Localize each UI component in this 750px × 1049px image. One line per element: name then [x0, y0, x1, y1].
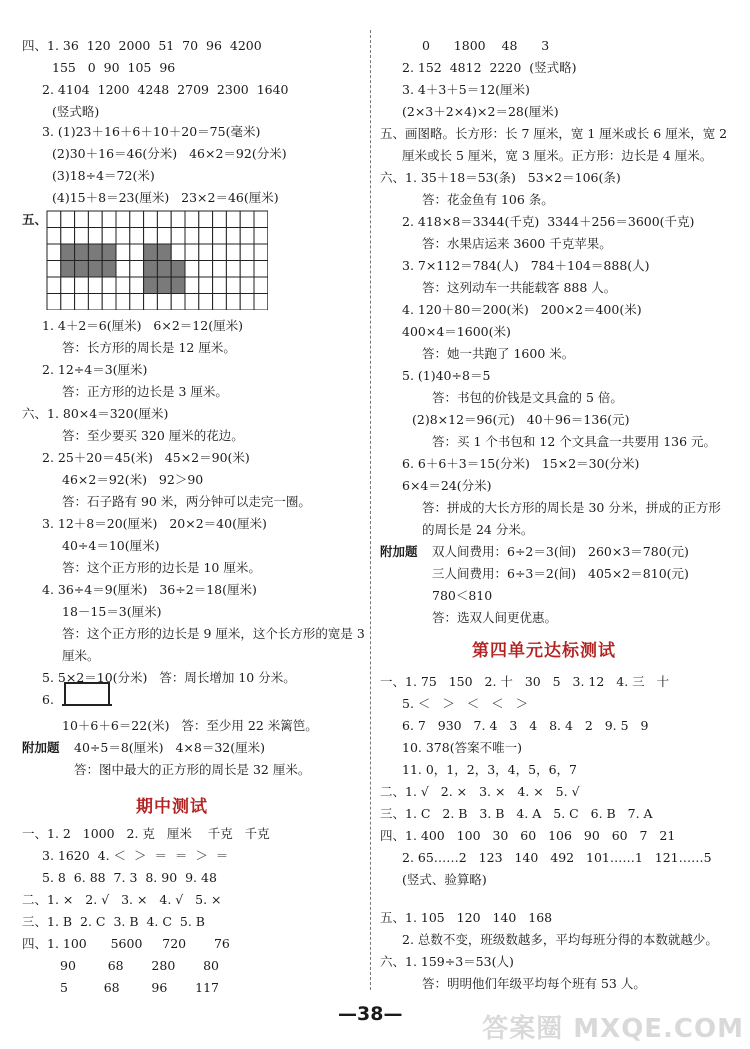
answer-line: 18－15＝3(厘米): [62, 604, 162, 619]
answer-line: 2. 418×8＝3344(千克) 3344＋256＝3600(千克): [402, 214, 695, 229]
answer-line: 答：她一共跑了 1600 米。: [422, 346, 575, 361]
answer-line: 答：至少要买 320 厘米的花边。: [62, 428, 244, 443]
grid-cell: [75, 294, 89, 311]
grid-cell-shaded: [171, 261, 185, 278]
grid-cell-shaded: [61, 244, 75, 261]
grid-cell-shaded: [75, 261, 89, 278]
answer-line: (2)30＋16＝46(分米) 46×2＝92(分米): [52, 146, 287, 161]
answer-line: 答：明明他们年级平均每个班有 53 人。: [422, 976, 646, 991]
grid-cell: [226, 294, 240, 311]
answer-line: (2)8×12＝96(元) 40＋96＝136(元): [412, 412, 630, 427]
answer-line: 三、1. B 2. C 3. B 4. C 5. B: [22, 914, 205, 929]
answer-line: 780＜810: [432, 588, 493, 603]
grid-cell: [47, 261, 61, 278]
answer-line: 答：水果店运来 3600 千克苹果。: [422, 236, 612, 251]
answer-line: 答：拼成的大长方形的周长是 30 分米，拼成的正方形: [422, 500, 721, 515]
grid-cell: [254, 294, 268, 311]
grid-cell: [130, 211, 144, 228]
answer-line: 一、1. 75 150 2. 十 30 5 3. 12 4. 三 十: [380, 674, 670, 689]
grid-cell: [226, 211, 240, 228]
grid-cell: [88, 294, 102, 311]
answer-line: 四、1. 100 5600 720 76: [22, 936, 230, 951]
grid-cell: [88, 211, 102, 228]
answer-line: 答：书包的价钱是文具盒的 5 倍。: [432, 390, 623, 405]
answer-line: 10＋6＋6＝22(米) 答：至少用 22 米篱笆。: [62, 718, 318, 733]
grid-cell: [157, 211, 171, 228]
answer-line: 2. 4104 1200 4248 2709 2300 1640: [42, 82, 289, 97]
answer-line: 3. 4＋3＋5＝12(厘米): [402, 82, 530, 97]
grid-cell: [47, 228, 61, 245]
answer-line: 厘米或长 5 厘米，宽 3 厘米。正方形：边长是 4 厘米。: [402, 148, 713, 163]
grid-cell-shaded: [157, 244, 171, 261]
answer-line: 二、1. × 2. √ 3. × 4. √ 5. ×: [22, 892, 222, 907]
grid-cell: [199, 277, 213, 294]
grid-cell: [144, 211, 158, 228]
grid-cell: [116, 211, 130, 228]
grid-cell: [226, 244, 240, 261]
grid-cell: [185, 244, 199, 261]
answer-line: 40÷5＝8(厘米) 4×8＝32(厘米): [74, 740, 265, 755]
answer-line: 40÷4＝10(厘米): [62, 538, 160, 553]
answer-line: 5. 8 6. 88 7. 3 8. 90 9. 48: [42, 870, 217, 885]
answer-line: (竖式略): [52, 104, 100, 119]
answer-line: 六、1. 80×4＝320(厘米): [22, 406, 169, 421]
grid-cell-shaded: [144, 277, 158, 294]
grid-figure: [46, 210, 268, 310]
grid-cell: [185, 261, 199, 278]
answer-line: 3. 7×112＝784(人) 784＋104＝888(人): [402, 258, 650, 273]
answer-line: 附加题: [380, 544, 418, 559]
answer-line: 二、1. √ 2. × 3. × 4. × 5. √: [380, 784, 580, 799]
grid-cell-shaded: [144, 244, 158, 261]
answer-line: 10. 378(答案不唯一): [402, 740, 522, 755]
answer-line: 0 1800 48 3: [422, 38, 550, 53]
grid-cell: [254, 228, 268, 245]
grid-cell-shaded: [88, 244, 102, 261]
grid-cell-shaded: [144, 261, 158, 278]
answer-line: 3. 12＋8＝20(厘米) 20×2＝40(厘米): [42, 516, 267, 531]
grid-cell: [130, 294, 144, 311]
grid-cell: [157, 294, 171, 311]
watermark-logo: 答案圈 MXQE.COM: [482, 1014, 744, 1044]
answer-line: 2. 25＋20＝45(米) 45×2＝90(米): [42, 450, 250, 465]
answer-line: 答：这个正方形的边长是 10 厘米。: [62, 560, 261, 575]
grid-cell: [171, 228, 185, 245]
answer-line: 2. 12÷4＝3(厘米): [42, 362, 148, 377]
grid-cell: [61, 228, 75, 245]
answer-line: 5. ＜ ＞ ＜ ＜ ＞: [402, 696, 529, 711]
grid-cell: [116, 277, 130, 294]
grid-cell: [199, 261, 213, 278]
answer-line: 答：石子路有 90 米，两分钟可以走完一圈。: [62, 494, 311, 509]
grid-cell: [199, 228, 213, 245]
grid-cell: [130, 228, 144, 245]
grid-cell: [199, 211, 213, 228]
grid-cell: [116, 261, 130, 278]
grid-cell: [102, 228, 116, 245]
answer-line: 答：花金鱼有 106 条。: [422, 192, 554, 207]
grid-cell: [213, 211, 227, 228]
answer-line: 90 68 280 80: [60, 958, 219, 973]
answer-line: 五、画图略。长方形：长 7 厘米，宽 1 厘米或长 6 厘米，宽 2: [380, 126, 728, 141]
grid-cell: [47, 244, 61, 261]
answer-line: (4)15＋8＝23(厘米) 23×2＝46(厘米): [52, 190, 279, 205]
grid-cell-shaded: [102, 261, 116, 278]
grid-cell: [185, 228, 199, 245]
answer-line: 双人间费用：6÷2＝3(间) 260×3＝780(元): [432, 544, 689, 559]
grid-cell: [213, 277, 227, 294]
grid-cell: [157, 228, 171, 245]
grid-cell-shaded: [157, 277, 171, 294]
answer-line: 3. 1620 4. ＜ ＞ ＝ ＝ ＞ ＝: [42, 848, 229, 863]
answer-line: 11. 0，1，2，3，4，5，6，7: [402, 762, 577, 777]
fence-figure: [64, 682, 110, 706]
grid-cell: [240, 244, 254, 261]
grid-cell: [226, 261, 240, 278]
answer-line: 答：选双人间更优惠。: [432, 610, 558, 625]
grid-cell: [130, 261, 144, 278]
answer-line: 6. 7 930 7. 4 3 4 8. 4 2 9. 5 9: [402, 718, 649, 733]
grid-cell: [47, 294, 61, 311]
grid-cell: [213, 244, 227, 261]
grid-cell: [47, 277, 61, 294]
grid-cell: [61, 294, 75, 311]
grid-cell: [171, 211, 185, 228]
grid-cell-shaded: [171, 277, 185, 294]
grid-cell: [171, 294, 185, 311]
answer-line: 400×4＝1600(米): [402, 324, 511, 339]
grid-cell: [254, 261, 268, 278]
grid-cell: [240, 228, 254, 245]
grid-cell: [102, 277, 116, 294]
column-divider: [370, 30, 371, 990]
grid-cell: [61, 277, 75, 294]
grid-cell: [213, 261, 227, 278]
grid-cell-shaded: [157, 261, 171, 278]
answer-line: 六、1. 159÷3＝53(人): [380, 954, 514, 969]
section-title-midterm: 期中测试: [136, 797, 208, 817]
answer-line: 六、1. 35＋18＝53(条) 53×2＝106(条): [380, 170, 621, 185]
answer-line: 155 0 90 105 96: [52, 60, 176, 75]
grid-cell: [102, 294, 116, 311]
grid-cell: [144, 294, 158, 311]
grid-cell: [130, 277, 144, 294]
answer-line: 4. 120＋80＝200(米) 200×2＝400(米): [402, 302, 642, 317]
grid-cell: [61, 211, 75, 228]
answer-line: 5 68 96 117: [60, 980, 219, 995]
page-number: —38—: [338, 1003, 403, 1025]
grid-cell: [88, 277, 102, 294]
answer-line: 46×2＝92(米) 92＞90: [62, 472, 204, 487]
grid-cell: [226, 228, 240, 245]
answer-line: 5. 5×2＝10(分米) 答：周长增加 10 分米。: [42, 670, 296, 685]
answer-line: (3)18÷4＝72(米): [52, 168, 155, 183]
grid-cell: [130, 244, 144, 261]
answer-line: 答：正方形的边长是 3 厘米。: [62, 384, 228, 399]
answer-line: 6×4＝24(分米): [402, 478, 492, 493]
answer-line: 3. (1)23＋16＋6＋10＋20＝75(毫米): [42, 124, 261, 139]
grid-cell: [226, 277, 240, 294]
grid-cell: [102, 211, 116, 228]
grid-cell: [116, 244, 130, 261]
grid-cell: [144, 228, 158, 245]
grid-cell: [171, 244, 185, 261]
answer-line: 五、1. 105 120 140 168: [380, 910, 553, 925]
grid-cell: [213, 228, 227, 245]
grid-cell: [88, 228, 102, 245]
answer-line: 三人间费用：6÷3＝2(间) 405×2＝810(元): [432, 566, 689, 581]
answer-line: 2. 65……2 123 140 492 101……1 121……5: [402, 850, 712, 865]
answer-line: 1. 4＋2＝6(厘米) 6×2＝12(厘米): [42, 318, 243, 333]
grid-cell: [213, 294, 227, 311]
answer-line: 四、1. 36 120 2000 51 70 96 4200: [22, 38, 262, 53]
grid-cell-shaded: [102, 244, 116, 261]
answer-line: 2. 152 4812 2220 (竖式略): [402, 60, 577, 75]
grid-cell: [240, 277, 254, 294]
grid-cell-shaded: [61, 261, 75, 278]
answer-line: 的周长是 24 分米。: [422, 522, 534, 537]
grid-cell: [254, 244, 268, 261]
answer-line: 答：图中最大的正方形的周长是 32 厘米。: [74, 762, 311, 777]
grid-cell: [240, 211, 254, 228]
grid-cell: [75, 228, 89, 245]
answer-line: (竖式、验算略): [402, 872, 487, 887]
grid-cell: [199, 244, 213, 261]
answer-line: 附加题: [22, 740, 60, 755]
answer-line: 答：长方形的周长是 12 厘米。: [62, 340, 236, 355]
grid-cell: [185, 294, 199, 311]
grid-cell: [116, 228, 130, 245]
grid-cell: [254, 277, 268, 294]
answer-line: 6.: [42, 692, 54, 707]
answer-line: 5. (1)40÷8＝5: [402, 368, 491, 383]
grid-cell: [254, 211, 268, 228]
grid-cell: [185, 211, 199, 228]
grid-cell: [75, 211, 89, 228]
answer-line: 答：这列动车一共能载客 888 人。: [422, 280, 617, 295]
section-title-unit4: 第四单元达标测试: [472, 641, 616, 661]
grid-cell: [47, 211, 61, 228]
answer-line: 答：买 1 个书包和 12 个文具盒一共要用 136 元。: [432, 434, 717, 449]
grid-cell-shaded: [75, 244, 89, 261]
grid-cell: [185, 277, 199, 294]
answer-line: 五、: [22, 212, 48, 227]
answer-line: 一、1. 2 1000 2. 克 厘米 千克 千克: [22, 826, 270, 841]
grid-cell: [240, 294, 254, 311]
answer-line: 4. 36÷4＝9(厘米) 36÷2＝18(厘米): [42, 582, 257, 597]
answer-line: 2. 总数不变，班级数越多，平均每班分得的本数就越少。: [402, 932, 718, 947]
grid-cell: [116, 294, 130, 311]
answer-line: 厘米。: [62, 648, 100, 663]
answer-line: 三、1. C 2. B 3. B 4. A 5. C 6. B 7. A: [380, 806, 653, 821]
grid-cell-shaded: [88, 261, 102, 278]
answer-line: 四、1. 400 100 30 60 106 90 60 7 21: [380, 828, 676, 843]
grid-cell: [75, 277, 89, 294]
grid-cell: [199, 294, 213, 311]
grid-cell: [240, 261, 254, 278]
answer-line: (2×3＋2×4)×2＝28(厘米): [402, 104, 559, 119]
answer-line: 6. 6＋6＋3＝15(分米) 15×2＝30(分米): [402, 456, 640, 471]
answer-line: 答：这个正方形的边长是 9 厘米，这个长方形的宽是 3: [62, 626, 365, 641]
